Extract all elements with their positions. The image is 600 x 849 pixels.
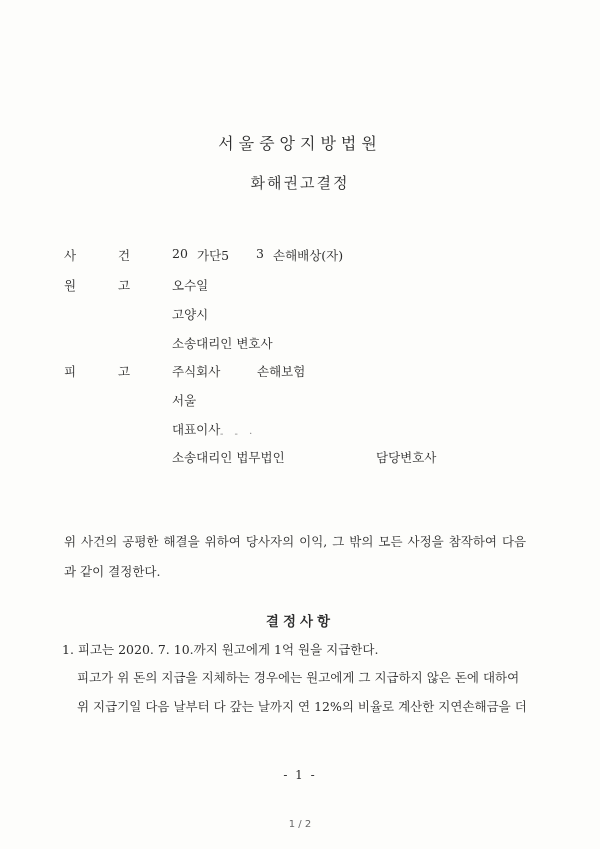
case-label-b: 건 bbox=[118, 248, 131, 263]
plaintiff-name: 오수일 bbox=[172, 278, 209, 293]
defendant-company-prefix: 주식회사 bbox=[172, 364, 221, 379]
intro-line-2: 과 같이 결정한다. bbox=[64, 564, 161, 579]
scan-smudge: ‐ ‐ · bbox=[220, 429, 257, 440]
decision-item-1-cont-1: 피고가 위 돈의 지급을 지체하는 경우에는 원고에게 그 지급하지 않은 돈에 대하여 bbox=[77, 670, 520, 685]
plaintiff-label-b: 고 bbox=[118, 278, 131, 293]
document-title: 화해권고결정 bbox=[250, 174, 350, 192]
case-label-a: 사 bbox=[64, 248, 77, 263]
case-year: 20 bbox=[172, 246, 188, 261]
page-number: - 1 - bbox=[283, 768, 317, 782]
intro-line-1: 위 사건의 공평한 해결을 위하여 당사자의 이익, 그 밖의 모든 사정을 참작하여 다음 bbox=[64, 534, 527, 549]
defendant-label-a: 피 bbox=[64, 364, 77, 379]
defendant-address: 서울 bbox=[172, 393, 197, 408]
decision-item-1: 1. 피고는 2020. 7. 10.까지 원고에게 1억 원을 지급한다. bbox=[62, 642, 379, 657]
case-name: 손해배상(자) bbox=[273, 248, 344, 263]
defendant-label-b: 고 bbox=[118, 364, 131, 379]
case-number: 3 bbox=[256, 246, 264, 261]
plaintiff-attorney: 소송대리인 변호사 bbox=[172, 336, 273, 351]
plaintiff-address: 고양시 bbox=[172, 307, 209, 322]
defendant-representative: 대표이사 bbox=[172, 422, 221, 437]
defendant-attorney-in-charge: 담당변호사 bbox=[376, 450, 437, 465]
defendant-company-suffix: 손해보험 bbox=[257, 364, 306, 379]
defendant-attorney: 소송대리인 법무법인 bbox=[172, 450, 285, 465]
plaintiff-label-a: 원 bbox=[64, 278, 77, 293]
scan-page-indicator: 1 / 2 bbox=[288, 819, 312, 830]
case-type: 가단5 bbox=[197, 248, 230, 263]
decision-heading: 결정사항 bbox=[265, 614, 335, 630]
decision-item-1-cont-2: 위 지급기일 다음 날부터 다 갚는 날까지 연 12%의 비율로 계산한 지연손해금을 더 bbox=[77, 699, 527, 714]
court-name: 서울중앙지방법원 bbox=[218, 134, 382, 153]
